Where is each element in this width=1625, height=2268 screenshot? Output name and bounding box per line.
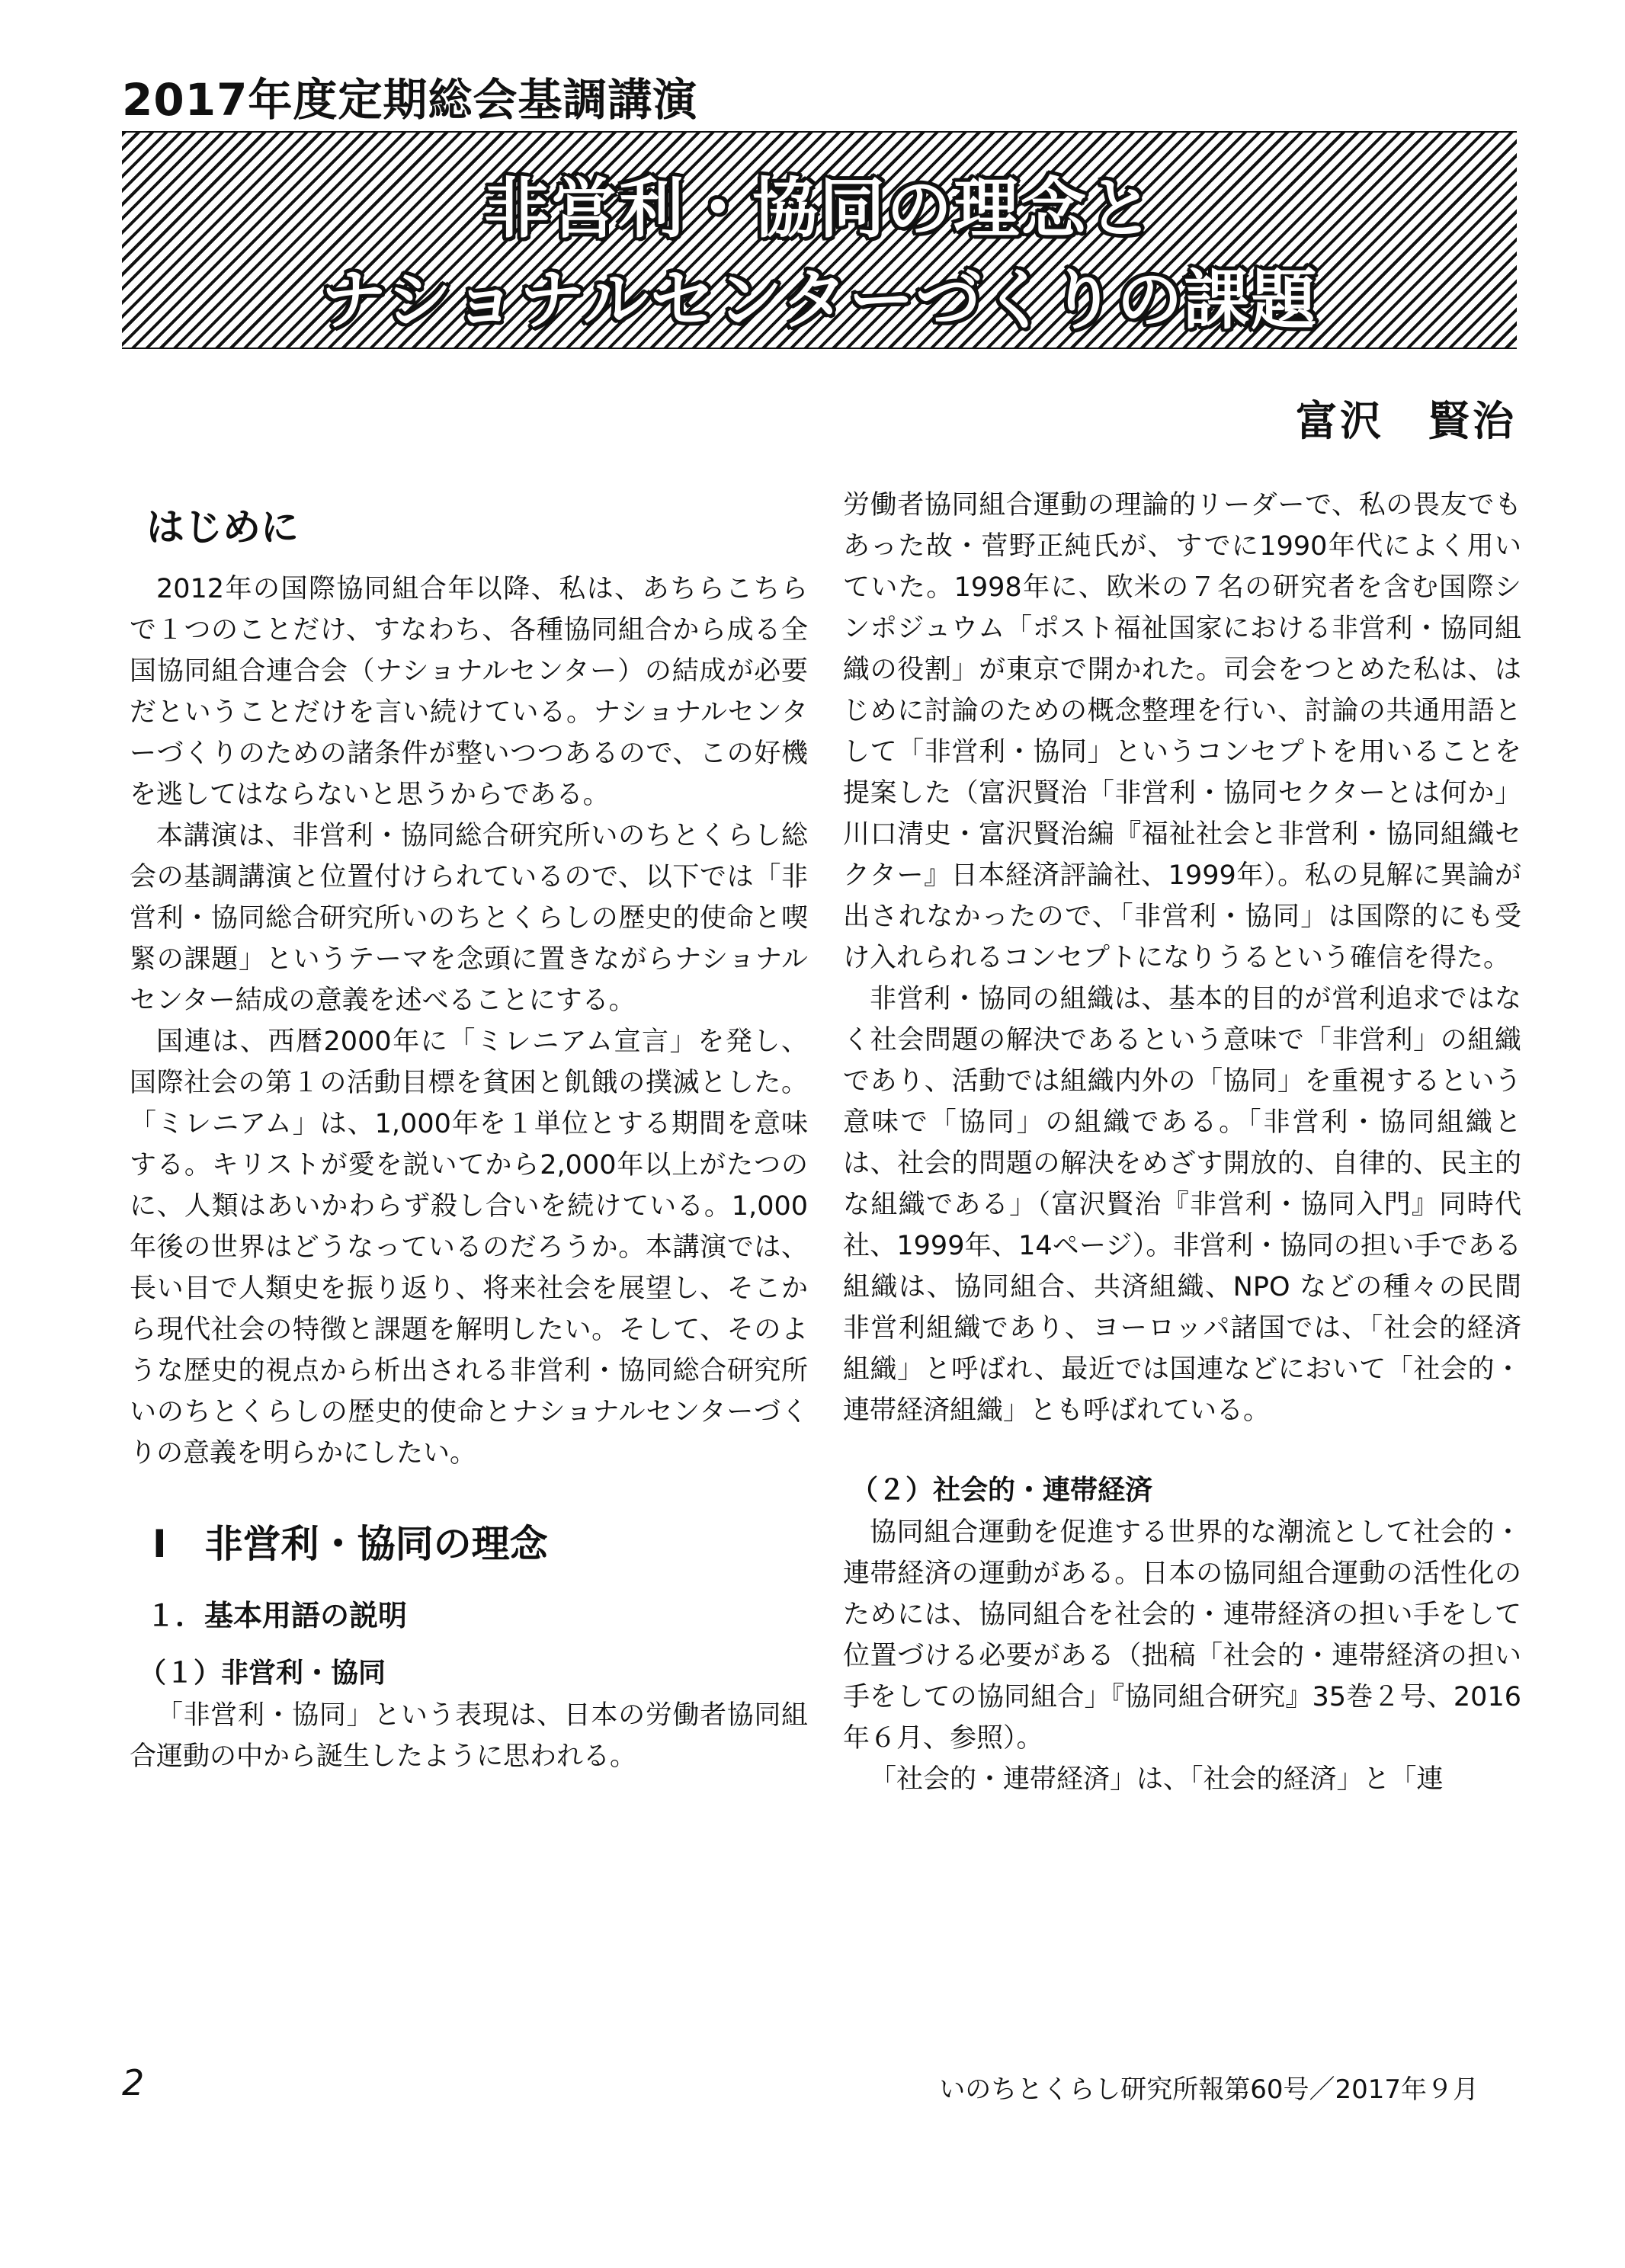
subsection-heading: （２）社会的・連帯経済 bbox=[851, 1475, 1153, 1506]
paragraph: 2012年の国際協同組合年以降、私は、あちらこちらで１つのことだけ、すなわち、各種協同組合から成る全国協同組合連合会（ナショナルセンター）の結成が必要だということだけを言い続けている。ナショナルセンターづくりのための諸条件が整いつつあるので、この好機を逃してはならないと思うからである。 bbox=[130, 574, 808, 810]
title-banner bbox=[122, 131, 1517, 349]
paragraph: 協同組合運動を促進する世界的な潮流として社会的・連帯経済の運動がある。日本の協同組合運動の活性化のためには、協同組合を社会的・連帯経済の担い手をして位置づける必要がある（拙稿「社会的・連帯経済の担い手をしての協同組合」『協同組合研究』35巻２号、2016年６月、参照）。 bbox=[843, 1517, 1521, 1754]
series-label: 2017年度定期総会基調講演 bbox=[122, 74, 698, 126]
paragraph: 労働者協同組合運動の理論的リーダーで、私の畏友でもあった故・菅野正純氏が、すでに1990年代によく用いていた。1998年に、欧米の７名の研究者を含む国際シンポジュウム「ポスト福祉国家における非営利・協同組織の役割」が東京で開かれた。司会をつとめた私は、はじめに討論のための概念整理を行い、討論の共通用語として「非営利・協同」というコンセプトを用いることを提案した（富沢賢治「非営利・協同セクターとは何か」川口清史・富沢賢治編『福祉社会と非営利・協同組織セクター』日本経済評論社、1999年）。私の見解に異論が出されなかったので、「非営利・協同」は国際的にも受け入れられるコンセプトになりうるという確信を得た。 bbox=[843, 490, 1521, 973]
paragraph: 「非営利・協同」という表現は、日本の労働者協同組合運動の中から誕生したように思われる。 bbox=[130, 1700, 808, 1772]
right-column bbox=[843, 485, 1521, 1800]
author-name: 富沢 賢治 bbox=[1296, 397, 1517, 445]
paragraph: 非営利・協同の組織は、基本的目的が営利追求ではなく社会問題の解決であるという意味で「非営利」の組織であり、活動では組織内外の「協同」を重視するという意味で「協同」の組織である。「非営利・協同組織とは、社会的問題の解決をめざす開放的、自律的、民主的な組織である」（富沢賢治『非営利・協同入門』同時代社、1999年、14ページ）。非営利・協同の担い手である組織は、協同組合、共済組織、NPO などの種々の民間非営利組織であり、ヨーロッパ諸国では、「社会的経済組織」と呼ばれ、最近では国連などにおいて「社会的・連帯経済組織」とも呼ばれている。 bbox=[843, 984, 1521, 1426]
article-title-line-2: ナショナルセンターづくりの課題 bbox=[320, 262, 1319, 338]
paragraph: 国連は、西暦2000年に「ミレニアム宣言」を発し、国際社会の第１の活動目標を貧困と飢餓の撲滅とした。「ミレニアム」は、1,000年を１単位とする期間を意味する。キリストが愛を説いてから2,000年以上がたつのに、人類はあいかわらず殺し合いを続けている。1,000年後の世界はどうなっているのだろうか。本講演では、長い目で人類史を振り返り、将来社会を展望し、そこから現代社会の特徴と課題を解明したい。そして、そのような歴史的視点から析出される非営利・協同総合研究所いのちとくらしの歴史的使命とナショナルセンターづくりの意義を明らかにしたい。 bbox=[130, 1027, 808, 1469]
paragraph: 「社会的・連帯経済」は、「社会的経済」と「連 bbox=[870, 1764, 1444, 1795]
article-title-line-1: 非営利・協同の理念と bbox=[484, 171, 1155, 247]
paragraph: 本講演は、非営利・協同総合研究所いのちとくらし総会の基調講演と位置付けられているので、以下では「非営利・協同総合研究所いのちとくらしの歴史的使命と喫緊の課題」というテーマを念頭に置きながらナショナルセンター結成の意義を述べることにする。 bbox=[130, 821, 808, 1016]
section-heading: １．基本用語の説明 bbox=[146, 1599, 408, 1632]
journal-info: いのちとくらし研究所報第60号／2017年９月 bbox=[939, 2074, 1479, 2105]
intro-heading: はじめに bbox=[146, 505, 299, 549]
subsection-heading: （１）非営利・協同 bbox=[139, 1658, 386, 1689]
chapter-heading: Ⅰ 非営利・協同の理念 bbox=[152, 1522, 548, 1566]
page-number: 2 bbox=[122, 2062, 145, 2103]
left-column bbox=[130, 485, 808, 1777]
